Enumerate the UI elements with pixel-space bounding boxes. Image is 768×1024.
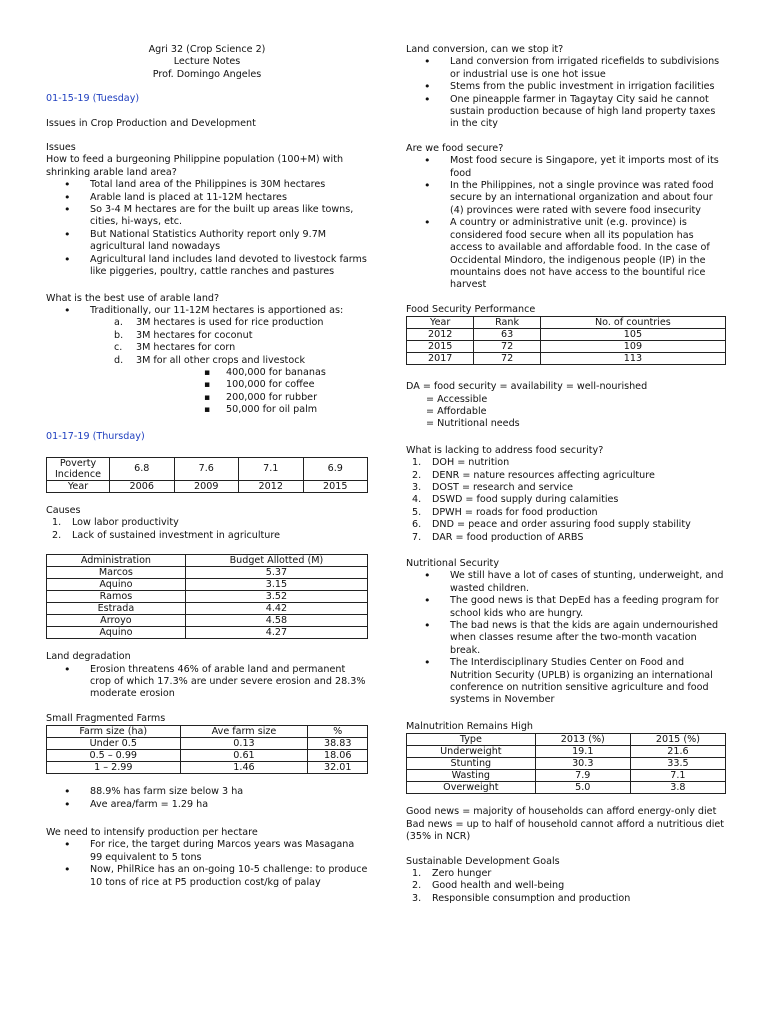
table-row bbox=[407, 353, 726, 365]
table-row bbox=[47, 615, 368, 627]
poverty-table bbox=[46, 457, 368, 493]
table-row bbox=[47, 750, 368, 762]
list-item: • In the Philippines, not a single province was rated food secure by an international organization and about four (4) provinces were rated with severe food insecurity bbox=[450, 180, 726, 217]
table-header: 2013 (%) bbox=[535, 734, 630, 746]
table-cell: Underweight bbox=[407, 746, 536, 758]
list-item: ▪ 50,000 for oil palm bbox=[226, 404, 368, 416]
table-cell: 2006 bbox=[110, 480, 175, 492]
list-item: • So 3-4 M hectares are for the built up areas like towns, cities, hi-ways, etc. bbox=[90, 204, 368, 229]
table-cell: 4.58 bbox=[185, 615, 367, 627]
section-title: Issues in Crop Production and Development bbox=[46, 117, 256, 129]
da-affordable: = Affordable bbox=[426, 405, 487, 417]
da-accessible: = Accessible bbox=[426, 393, 488, 405]
table-cell: 7.9 bbox=[535, 770, 630, 782]
table-header-row bbox=[407, 734, 726, 746]
list-item: 6. DND = peace and order assuring food supply stability bbox=[412, 519, 691, 531]
malnutrition-table bbox=[406, 733, 726, 794]
table-cell: 7.1 bbox=[630, 770, 725, 782]
table-header: Administration bbox=[47, 555, 186, 567]
table-row bbox=[47, 603, 368, 615]
table-cell: 30.3 bbox=[535, 758, 630, 770]
table-cell: 33.5 bbox=[630, 758, 725, 770]
farms-heading: Small Fragmented Farms bbox=[46, 712, 166, 724]
list-item: 1. DOH = nutrition bbox=[412, 457, 510, 469]
list-item: 1. Zero hunger bbox=[412, 867, 492, 879]
course-title: Agri 32 (Crop Science 2) bbox=[148, 44, 266, 55]
table-cell: Marcos bbox=[47, 567, 186, 579]
table-cell: 6.9 bbox=[303, 457, 368, 480]
table-cell: 7.1 bbox=[239, 457, 304, 480]
list-item: 3. DOST = research and service bbox=[412, 481, 574, 493]
table-row bbox=[47, 579, 368, 591]
table-cell: Stunting bbox=[407, 758, 536, 770]
table-cell: 38.83 bbox=[308, 738, 368, 750]
list-item: 2. Lack of sustained investment in agriculture bbox=[52, 529, 281, 541]
arable-lettered-list bbox=[46, 317, 368, 367]
conversion-list bbox=[406, 56, 726, 130]
table-header: Budget Allotted (M) bbox=[185, 555, 367, 567]
date-heading: 01-17-19 (Thursday) bbox=[46, 430, 145, 442]
list-item: ▪ 200,000 for rubber bbox=[226, 392, 368, 404]
table-cell: 18.06 bbox=[308, 750, 368, 762]
table-row bbox=[407, 758, 726, 770]
right-column bbox=[406, 44, 726, 905]
table-cell: Arroyo bbox=[47, 615, 186, 627]
table-row bbox=[407, 329, 726, 341]
table-cell: Ramos bbox=[47, 591, 186, 603]
table-cell: 109 bbox=[540, 341, 725, 353]
degradation-list bbox=[46, 664, 368, 701]
list-item: • Agricultural land includes land devoted to livestock farms like piggeries, poultry, cattle ranches and pastures bbox=[90, 254, 368, 279]
table-cell: Wasting bbox=[407, 770, 536, 782]
table-cell: 3.15 bbox=[185, 579, 367, 591]
good-news: Good news = majority of households can afford energy-only diet bbox=[406, 806, 717, 818]
table-cell: 0.61 bbox=[180, 750, 308, 762]
table-row bbox=[407, 782, 726, 794]
table-header: No. of countries bbox=[540, 317, 725, 329]
professor-name: Prof. Domingo Angeles bbox=[152, 68, 262, 80]
table-cell: 32.01 bbox=[308, 762, 368, 774]
causes-list bbox=[46, 517, 368, 542]
fsp-heading: Food Security Performance bbox=[406, 303, 536, 315]
table-cell: 4.27 bbox=[185, 627, 367, 639]
table-header-row bbox=[47, 726, 368, 738]
table-cell: Aquino bbox=[47, 627, 186, 639]
list-item: c. 3M hectares for corn bbox=[114, 342, 236, 354]
farms-table bbox=[46, 725, 368, 774]
crop-sublist bbox=[46, 367, 368, 417]
list-item: b. 3M hectares for coconut bbox=[114, 329, 253, 341]
table-cell: Year bbox=[47, 480, 110, 492]
table-row bbox=[47, 567, 368, 579]
table-header: Rank bbox=[474, 317, 540, 329]
table-cell: 1 – 2.99 bbox=[47, 762, 181, 774]
food-security-table bbox=[406, 316, 726, 365]
table-cell: 63 bbox=[474, 329, 540, 341]
list-item: • We still have a lot of cases of stunting, underweight, and wasted children. bbox=[450, 570, 726, 595]
list-item: d. 3M for all other crops and livestock bbox=[114, 354, 306, 366]
lacking-heading: What is lacking to address food security? bbox=[406, 444, 604, 456]
list-item: • The Interdisciplinary Studies Center on Food and Nutrition Security (UPLB) is organizing an international conference on nutrition sensitive agriculture and food systems in November bbox=[450, 657, 726, 707]
table-cell: 3.8 bbox=[630, 782, 725, 794]
table-cell: 6.8 bbox=[110, 457, 175, 480]
table-cell: 2012 bbox=[239, 480, 304, 492]
table-cell: 72 bbox=[474, 353, 540, 365]
table-row bbox=[47, 457, 368, 480]
table-cell: 2012 bbox=[407, 329, 474, 341]
da-definition: DA = food security = availability = well-nourished bbox=[406, 381, 648, 393]
table-cell: 5.0 bbox=[535, 782, 630, 794]
issues-question: How to feed a burgeoning Philippine population (100+M) with shrinking arable land area? bbox=[46, 154, 344, 178]
table-header-row bbox=[407, 317, 726, 329]
degradation-heading: Land degradation bbox=[46, 651, 131, 663]
table-row bbox=[47, 591, 368, 603]
list-item: • Land conversion from irrigated ricefields to subdivisions or industrial use is one hot issue bbox=[450, 56, 726, 81]
list-item: 5. DPWH = roads for food production bbox=[412, 506, 598, 518]
intensify-list bbox=[46, 839, 368, 889]
list-item: • Now, PhilRice has an on-going 10-5 challenge: to produce 10 tons of rice at P5 production cost/kg of palay bbox=[90, 864, 368, 889]
table-cell: 0.5 – 0.99 bbox=[47, 750, 181, 762]
malnutrition-heading: Malnutrition Remains High bbox=[406, 720, 533, 732]
list-item: • Most food secure is Singapore, yet it imports most of its food bbox=[450, 155, 726, 180]
table-cell: 7.6 bbox=[174, 457, 239, 480]
budget-table bbox=[46, 554, 368, 639]
table-cell: Under 0.5 bbox=[47, 738, 181, 750]
list-item: • Total land area of the Philippines is 30M hectares bbox=[90, 179, 368, 191]
nutritional-heading: Nutritional Security bbox=[406, 558, 499, 569]
causes-heading: Causes bbox=[46, 504, 81, 516]
table-row bbox=[47, 480, 368, 492]
table-cell: Poverty Incidence bbox=[47, 457, 110, 480]
list-item: ▪ 100,000 for coffee bbox=[226, 379, 368, 391]
table-cell: Overweight bbox=[407, 782, 536, 794]
table-row bbox=[47, 738, 368, 750]
list-item: • A country or administrative unit (e.g. province) is considered food secure when all its population has access to available and affordable food. In the case of Occidental Mindoro, the indigenous people (IP) in the mountains does not have access to the bountiful rice harvest bbox=[450, 217, 726, 291]
list-item: 2. DENR = nature resources affecting agriculture bbox=[412, 469, 655, 481]
lacking-list bbox=[406, 457, 726, 544]
food-secure-heading: Are we food secure? bbox=[406, 142, 504, 154]
list-item: • Arable land is placed at 11-12M hectares bbox=[90, 192, 368, 204]
table-cell: 72 bbox=[474, 341, 540, 353]
conversion-heading: Land conversion, can we stop it? bbox=[406, 44, 564, 55]
intensify-heading: We need to intensify production per hectare bbox=[46, 827, 258, 839]
list-item: a. 3M hectares is used for rice production bbox=[114, 317, 324, 329]
list-item: • For rice, the target during Marcos years was Masagana 99 equivalent to 5 tons bbox=[90, 839, 368, 864]
issues-heading: Issues bbox=[46, 142, 76, 154]
table-header: % bbox=[308, 726, 368, 738]
table-cell: 2009 bbox=[174, 480, 239, 492]
list-item: • But National Statistics Authority report only 9.7M agricultural land nowadays bbox=[90, 229, 368, 254]
date-heading: 01-15-19 (Tuesday) bbox=[46, 93, 140, 105]
table-cell: 0.13 bbox=[180, 738, 308, 750]
list-item: 3. Responsible consumption and production bbox=[412, 892, 631, 904]
table-header: Farm size (ha) bbox=[47, 726, 181, 738]
table-cell: 21.6 bbox=[630, 746, 725, 758]
list-item: • One pineapple farmer in Tagaytay City said he cannot sustain production because of high land property taxes in the city bbox=[450, 94, 726, 131]
table-cell: 19.1 bbox=[535, 746, 630, 758]
table-row bbox=[407, 770, 726, 782]
list-item: 1. Low labor productivity bbox=[52, 517, 179, 529]
list-item: 2. Good health and well-being bbox=[412, 880, 565, 892]
sdg-heading: Sustainable Development Goals bbox=[406, 855, 560, 867]
list-item: • Erosion threatens 46% of arable land and permanent crop of which 17.3% are under severe erosion and 28.3% moderate erosion bbox=[90, 664, 368, 701]
table-cell: 5.37 bbox=[185, 567, 367, 579]
left-column bbox=[46, 44, 368, 889]
farms-summary-list bbox=[46, 786, 368, 811]
list-item: 7. DAR = food production of ARBS bbox=[412, 531, 584, 543]
table-header-row bbox=[47, 555, 368, 567]
table-header: Ave farm size bbox=[180, 726, 308, 738]
table-cell: 2015 bbox=[407, 341, 474, 353]
table-cell: 2015 bbox=[303, 480, 368, 492]
bad-news: Bad news = up to half of household cannot afford a nutritious diet (35% in NCR) bbox=[406, 818, 725, 843]
list-item: • Ave area/farm = 1.29 ha bbox=[90, 799, 368, 811]
list-item: • Traditionally, our 11-12M hectares is apportioned as: bbox=[90, 305, 368, 317]
table-row bbox=[407, 341, 726, 353]
table-cell: 105 bbox=[540, 329, 725, 341]
nutritional-list bbox=[406, 570, 726, 706]
list-item: • Stems from the public investment in irrigation facilities bbox=[450, 81, 726, 93]
table-row bbox=[47, 762, 368, 774]
table-cell: 113 bbox=[540, 353, 725, 365]
notes-subtitle: Lecture Notes bbox=[173, 56, 241, 68]
table-row bbox=[407, 746, 726, 758]
list-item: • The bad news is that the kids are again undernourished when classes resume after the two-month vacation break. bbox=[450, 620, 726, 657]
table-header: 2015 (%) bbox=[630, 734, 725, 746]
list-item: ▪ 400,000 for bananas bbox=[226, 367, 368, 379]
list-item: • The good news is that DepEd has a feeding program for school kids who are hungry. bbox=[450, 595, 726, 620]
food-secure-list bbox=[406, 155, 726, 291]
da-nutritional: = Nutritional needs bbox=[426, 418, 520, 430]
arable-list bbox=[46, 305, 368, 317]
issues-list bbox=[46, 179, 368, 278]
table-cell: 4.42 bbox=[185, 603, 367, 615]
arable-question: What is the best use of arable land? bbox=[46, 292, 220, 304]
list-item: • 88.9% has farm size below 3 ha bbox=[90, 786, 368, 798]
table-cell: 2017 bbox=[407, 353, 474, 365]
table-row bbox=[47, 627, 368, 639]
table-cell: 3.52 bbox=[185, 591, 367, 603]
table-cell: 1.46 bbox=[180, 762, 308, 774]
table-cell: Estrada bbox=[47, 603, 186, 615]
sdg-list bbox=[406, 868, 726, 905]
table-header: Type bbox=[407, 734, 536, 746]
table-cell: Aquino bbox=[47, 579, 186, 591]
table-header: Year bbox=[407, 317, 474, 329]
list-item: 4. DSWD = food supply during calamities bbox=[412, 494, 619, 506]
